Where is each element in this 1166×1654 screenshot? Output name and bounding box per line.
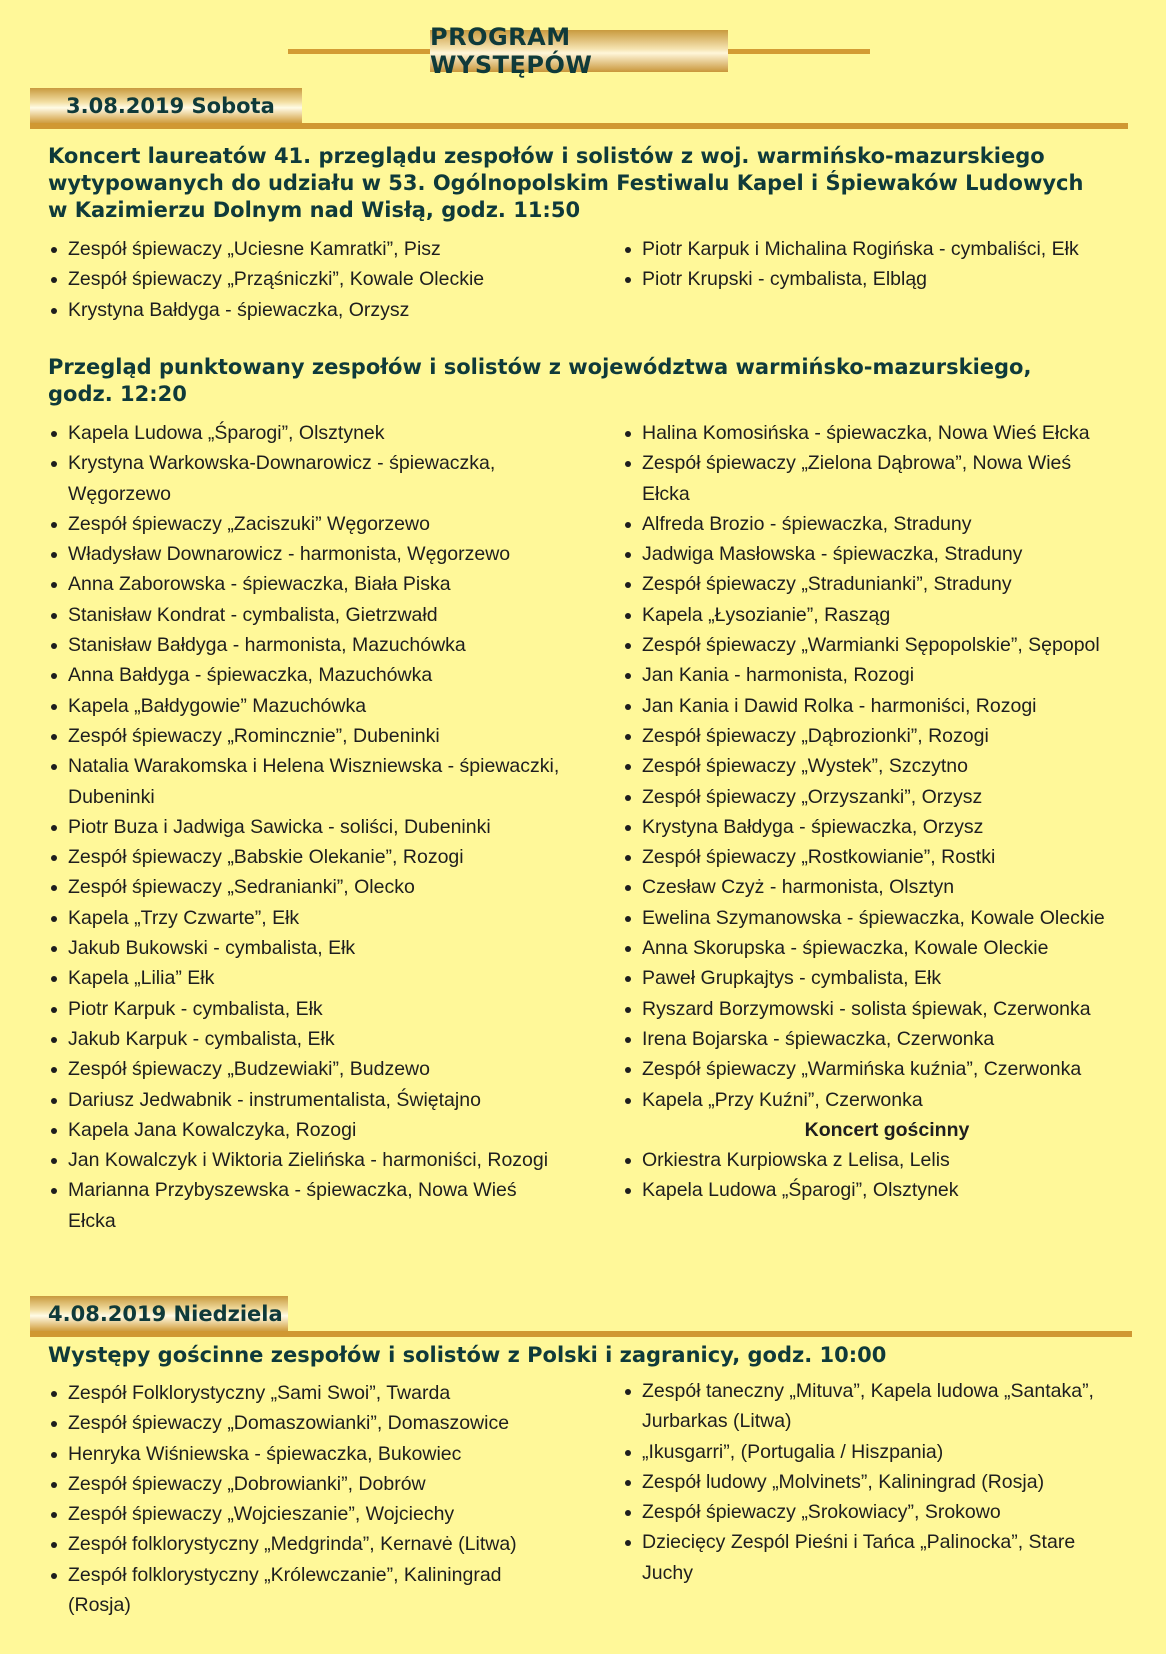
list-item: Zespół śpiewaczy „Rostkowianie”, Rostki xyxy=(622,842,1152,872)
section-1-title-line: wytypowanych do udziału w 53. Ogólnopolskim Festiwalu Kapel i Śpiewaków Ludowych xyxy=(48,171,1084,195)
list-item: Zespół śpiewaczy „Budzewiaki”, Budzewo xyxy=(48,1054,568,1084)
section-1-left-list xyxy=(48,234,588,325)
list-item: Zespół taneczny „Mituva”, Kapela ludowa „Santaka”, Jurbarkas (Litwa) xyxy=(622,1376,1152,1437)
list-item: Piotr Karpuk - cymbalista, Ełk xyxy=(48,994,568,1024)
list-item: Paweł Grupkajtys - cymbalista, Ełk xyxy=(622,963,1152,993)
list-item: Zespół śpiewaczy „Romincznie”, Dubeninki xyxy=(48,721,568,751)
list-item: Kapela „Trzy Czwarte”, Ełk xyxy=(48,903,568,933)
list-item: Kapela „Przy Kuźni”, Czerwonka xyxy=(622,1085,1152,1115)
list-item: Jan Kania i Dawid Rolka - harmoniści, Rozogi xyxy=(622,691,1152,721)
list-item: Jakub Karpuk - cymbalista, Ełk xyxy=(48,1024,568,1054)
list-item: Zespół śpiewaczy „Srokowiacy”, Srokowo xyxy=(622,1497,1152,1527)
list-item: Jakub Bukowski - cymbalista, Ełk xyxy=(48,933,568,963)
section-3-title xyxy=(48,1342,886,1369)
list-item: Kapela „Łysozianie”, Rasząg xyxy=(622,600,1152,630)
list-item: Zespół śpiewaczy „Uciesne Kamratki”, Pisz xyxy=(48,234,588,264)
list-item: „Ikusgarri”, (Portugalia / Hiszpania) xyxy=(622,1437,1152,1467)
section-1-title-line: w Kazimierzu Dolnym nad Wisłą, godz. 11:50 xyxy=(48,198,581,222)
list-item: Kapela Ludowa „Śparogi”, Olsztynek xyxy=(48,418,568,448)
list-item: Zespół śpiewaczy „Wystek”, Szczytno xyxy=(622,751,1152,781)
list-item: Zespół śpiewaczy „Orzyszanki”, Orzysz xyxy=(622,782,1152,812)
page-header xyxy=(0,23,1166,79)
list-item: Anna Bałdyga - śpiewaczka, Mazuchówka xyxy=(48,660,568,690)
section-2-left-list xyxy=(48,418,568,1236)
list-item: Zespół śpiewaczy „Warmińska kuźnia”, Czerwonka xyxy=(622,1054,1152,1084)
section-2-title-line: Przegląd punktowany zespołów i solistów z województwa warmińsko-mazurskiego, xyxy=(48,355,1032,379)
list-item: Ryszard Borzymowski - solista śpiewak, Czerwonka xyxy=(622,994,1152,1024)
section-3-right-list xyxy=(622,1376,1152,1588)
list-item: Zespół folklorystyczny „Królewczanie”, Kaliningrad (Rosja) xyxy=(48,1560,588,1621)
list-item: Krystyna Bałdyga - śpiewaczka, Orzysz xyxy=(622,812,1152,842)
list-item: Dariusz Jedwabnik - instrumentalista, Świętajno xyxy=(48,1085,568,1115)
list-item: Kapela Jana Kowalczyka, Rozogi xyxy=(48,1115,568,1145)
list-item: Natalia Warakomska i Helena Wiszniewska - śpiewaczki, Dubeninki xyxy=(48,751,568,812)
section-1-title xyxy=(48,143,1083,224)
section-3-left-list xyxy=(48,1378,588,1620)
section-3-title-line: Występy gościnne zespołów i solistów z Polski i zagranicy, godz. 10:00 xyxy=(48,1343,887,1367)
list-item: Piotr Karpuk i Michalina Rogińska - cymbaliści, Ełk xyxy=(622,234,1142,264)
list-item: Kapela „Bałdygowie” Mazuchówka xyxy=(48,691,568,721)
day-2-rule xyxy=(30,1331,1132,1337)
list-item: Zespół śpiewaczy „Warmianki Sępopolskie”, Sępopol xyxy=(622,630,1152,660)
list-item: Piotr Buza i Jadwiga Sawicka - soliści, Dubeninki xyxy=(48,812,568,842)
header-rule-left xyxy=(288,49,438,54)
list-item: Zespół śpiewaczy „Prząśniczki”, Kowale Oleckie xyxy=(48,264,588,294)
list-item: Zespół śpiewaczy „Domaszowianki”, Domaszowice xyxy=(48,1408,588,1438)
header-rule-right xyxy=(720,49,870,54)
list-item: Władysław Downarowicz - harmonista, Węgorzewo xyxy=(48,539,568,569)
list-item: Irena Bojarska - śpiewaczka, Czerwonka xyxy=(622,1024,1152,1054)
list-item: Dziecięcy Zespól Pieśni i Tańca „Palinocka”, Stare Juchy xyxy=(622,1527,1152,1588)
list-item: Kapela Ludowa „Śparogi”, Olsztynek xyxy=(622,1175,1152,1205)
list-item: Ewelina Szymanowska - śpiewaczka, Kowale Oleckie xyxy=(622,903,1152,933)
section-1-right-list xyxy=(622,234,1142,295)
day-2-date: 4.08.2019 Niedziela xyxy=(30,1296,288,1332)
list-item: Anna Zaborowska - śpiewaczka, Biała Piska xyxy=(48,569,568,599)
list-item: Piotr Krupski - cymbalista, Elbląg xyxy=(622,264,1142,294)
list-item: Zespół śpiewaczy „Wojcieszanie”, Wojciechy xyxy=(48,1499,588,1529)
list-item: Halina Komosińska - śpiewaczka, Nowa Wieś Ełcka xyxy=(622,418,1152,448)
list-item: Krystyna Bałdyga - śpiewaczka, Orzysz xyxy=(48,295,588,325)
list-item: Zespół śpiewaczy „Stradunianki”, Straduny xyxy=(622,569,1152,599)
section-2-right-list xyxy=(622,418,1152,1206)
list-item: Kapela „Lilia” Ełk xyxy=(48,963,568,993)
list-item: Zespół śpiewaczy „Zielona Dąbrowa”, Nowa Wieś Ełcka xyxy=(622,448,1152,509)
list-item: Stanisław Bałdyga - harmonista, Mazuchówka xyxy=(48,630,568,660)
list-item: Zespół Folklorystyczny „Sami Swoi”, Twarda xyxy=(48,1378,588,1408)
list-item: Zespół śpiewaczy „Zaciszuki” Węgorzewo xyxy=(48,509,568,539)
guest-concert-heading: Koncert gościnny xyxy=(804,1118,970,1141)
list-item: Henryka Wiśniewska - śpiewaczka, Bukowiec xyxy=(48,1439,588,1469)
list-item: Jan Kowalczyk i Wiktoria Zielińska - harmoniści, Rozogi xyxy=(48,1145,568,1175)
section-2-title-line: godz. 12:20 xyxy=(48,382,187,406)
list-item: Jan Kania - harmonista, Rozogi xyxy=(622,660,1152,690)
list-item: Zespół śpiewaczy „Dobrowianki”, Dobrów xyxy=(48,1469,588,1499)
list-item: Krystyna Warkowska-Downarowicz - śpiewaczka, Węgorzewo xyxy=(48,448,568,509)
day-1-date: 3.08.2019 Sobota xyxy=(30,88,302,124)
list-item: Anna Skorupska - śpiewaczka, Kowale Oleckie xyxy=(622,933,1152,963)
section-2-title xyxy=(48,354,1031,408)
list-item: Zespół śpiewaczy „Sedranianki”, Olecko xyxy=(48,872,568,902)
section-1-title-line: Koncert laureatów 41. przeglądu zespołów i solistów z woj. warmińsko-mazurskiego xyxy=(48,144,1045,168)
list-item: Marianna Przybyszewska - śpiewaczka, Nowa Wieś Ełcka xyxy=(48,1175,568,1236)
list-item: Zespół śpiewaczy „Babskie Olekanie”, Rozogi xyxy=(48,842,568,872)
list-item: Zespół śpiewaczy „Dąbrozionki”, Rozogi xyxy=(622,721,1152,751)
list-item: Orkiestra Kurpiowska z Lelisa, Lelis xyxy=(622,1145,1152,1175)
page-title: PROGRAM WYSTĘPÓW xyxy=(430,30,728,72)
list-item: Stanisław Kondrat - cymbalista, Gietrzwałd xyxy=(48,600,568,630)
list-item: Zespół folklorystyczny „Medgrinda”, Kernavė (Litwa) xyxy=(48,1529,588,1559)
list-item: Zespół ludowy „Molvinets”, Kaliningrad (Rosja) xyxy=(622,1467,1152,1497)
list-item: Czesław Czyż - harmonista, Olsztyn xyxy=(622,872,1152,902)
day-1-rule xyxy=(30,123,1128,129)
list-item: Jadwiga Masłowska - śpiewaczka, Straduny xyxy=(622,539,1152,569)
list-item: Alfreda Brozio - śpiewaczka, Straduny xyxy=(622,509,1152,539)
